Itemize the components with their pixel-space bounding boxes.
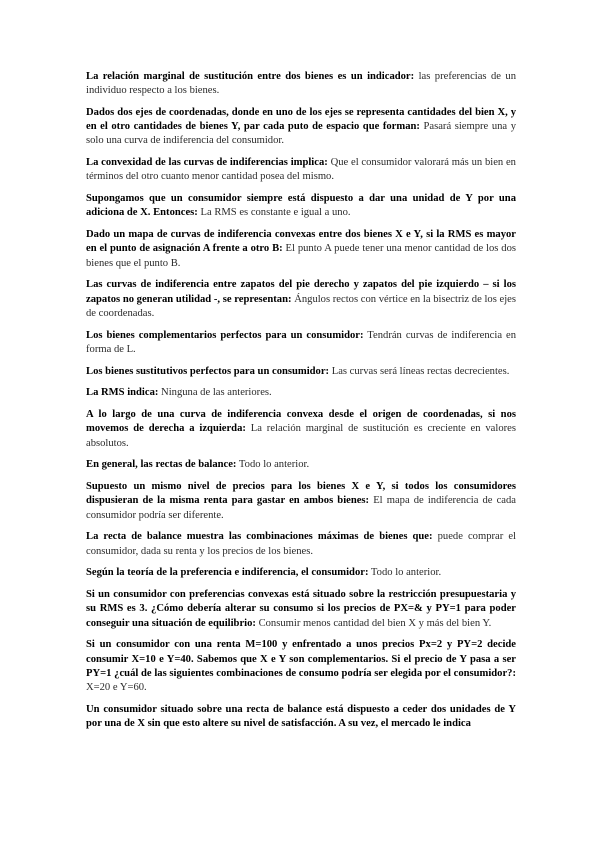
question-paragraph [86,458,516,472]
question-text: Las curvas de indiferencia entre zapatos del pie derecho y zapatos del pie izquierdo – si los zapatos no generan utilidad -, se representan: [86,279,516,305]
question-text: En general, las rectas de balance: [86,459,237,471]
question-text: Los bienes sustitutivos perfectos para un consumidor: [86,365,330,377]
question-text: Supuesto un mismo nivel de precios para los bienes X e Y, si todos los consumidores dispusieran de la misma renta para gastar en ambos bienes: [86,481,516,507]
question-paragraph [86,408,516,451]
question-paragraph [86,70,516,98]
question-text: Si un consumidor con una renta M=100 y enfrentado a unos precios Px=2 y PY=2 decide consumir X=10 e Y=40. Sabemos que X e Y son complementarios. Si el precio de Y pasa a ser PY=1 ¿cuál de las siguientes combinaciones de consumo podría ser elegida por el consumidor?: [86,639,516,679]
answer-text: La relación marginal de sustitución es creciente en valores absolutos. [86,423,516,449]
answer-text: Consumir menos cantidad del bien X y más del bien Y. [255,617,492,629]
answer-text: las preferencias de un individuo respecto a los bienes. [86,71,516,97]
document-body [86,70,516,739]
answer-text: X=20 e Y=60. [86,682,147,694]
question-text: Dados dos ejes de coordenadas, donde en uno de los ejes se representa cantidades del bien X, y en el otro cantidades de bienes Y, par cada puto de espacio que forman: [86,107,516,133]
question-paragraph [86,365,516,379]
question-text: La recta de balance muestra las combinaciones máximas de bienes que: [86,531,433,543]
answer-text: Que el consumidor valorará más un bien en términos del otro cuanto menor cantidad posea del mismo. [86,157,516,183]
question-paragraph [86,480,516,523]
answer-text: puede comprar el consumidor, dada su renta y los precios de los bienes. [86,531,516,557]
question-paragraph [86,703,516,731]
question-paragraph [86,106,516,149]
answer-text: Pasará siempre una y solo una curva de indiferencia del consumidor. [86,121,516,147]
question-text: La RMS indica: [86,387,159,399]
question-paragraph [86,588,516,631]
question-paragraph [86,192,516,220]
question-paragraph [86,278,516,321]
question-text: La convexidad de las curvas de indiferencias implica: [86,157,328,169]
question-paragraph [86,530,516,558]
answer-text: El punto A puede tener una menor cantidad de los dos bienes que el punto B. [86,243,516,269]
question-text: Un consumidor situado sobre una recta de balance está dispuesto a ceder dos unidades de Y por una de X sin que esto altere su nivel de satisfacción. A su vez, el mercado le indica [86,703,516,730]
answer-text: Ángulos rectos con vértice en la bisectriz de los ejes de coordenadas. [86,293,517,319]
answer-text: Todo lo anterior. [368,567,442,579]
answer-text: Tendrán curvas de indiferencia en forma de L. [86,329,516,355]
question-text: Dado un mapa de curvas de indiferencia convexas entre dos bienes X e Y, si la RMS es mayor en el punto de asignación A frente a otro B: [86,229,516,255]
question-text: Si un consumidor con preferencias convexas está situado sobre la restricción presupuestaria y su RMS es 3. ¿Cómo debería alterar su consumo si los precios de PX=& y PY=1 para poder conseguir una situación de equilibrio: [86,589,516,629]
answer-text: Las curvas será líneas rectas decrecientes. [329,365,510,377]
answer-text: El mapa de indiferencia de cada consumidor podría ser diferente. [86,495,517,521]
question-paragraph [86,329,516,357]
answer-text: Ninguna de las anteriores. [158,387,272,399]
question-text: Los bienes complementarios perfectos para un consumidor: [86,329,364,341]
question-text: Según la teoría de la preferencia e indiferencia, el consumidor: [86,567,369,579]
question-paragraph [86,638,516,695]
question-paragraph [86,566,516,580]
question-paragraph [86,386,516,400]
question-paragraph [86,228,516,271]
question-paragraph [86,156,516,184]
question-text: A lo largo de una curva de indiferencia convexa desde el origen de coordenadas, si nos movemos de derecha a izquierda: [86,409,516,435]
question-text: Supongamos que un consumidor siempre está dispuesto a dar una unidad de Y por una adiciona de X. Entonces: [86,193,516,219]
question-text: La relación marginal de sustitución entre dos bienes es un indicador: [86,71,415,82]
answer-text: La RMS es constante e igual a uno. [197,207,351,219]
answer-text: Todo lo anterior. [236,459,310,471]
